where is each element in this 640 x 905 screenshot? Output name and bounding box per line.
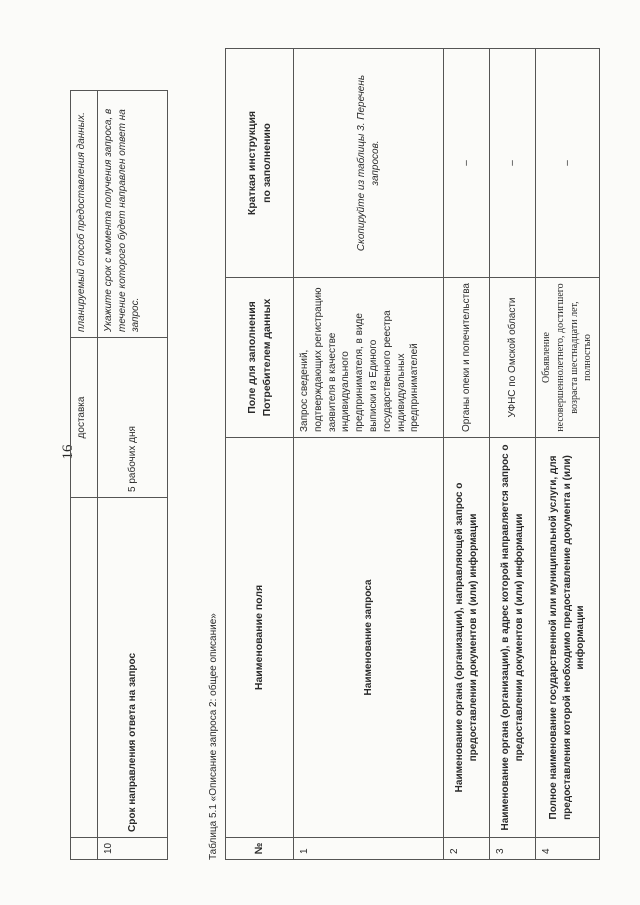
header-field-name: Наименование поля (226, 438, 294, 838)
request-description-table (225, 48, 600, 860)
header-consumer-line1: Поле для заполнения (246, 301, 259, 414)
table-row (536, 49, 600, 860)
row-number: 2 (444, 838, 490, 860)
field-value-cell: Запрос сведений, подтверждающих регистрацию заявителя в качестве индивидуального предпринимателя, в виде выписки из Единого государственного реестра индивидуальных предпринимателей (294, 278, 444, 438)
field-name-cell: Наименование запроса (294, 438, 444, 838)
instruction-cell: – (490, 49, 536, 278)
field-name-cell: Наименование органа (организации), в адрес которой направляется запрос о предоставлении документов и (или) информации (490, 438, 536, 838)
row-number: 4 (536, 838, 600, 860)
instruction-cell: Скопируйте из таблицы 3. Перечень запросов. (294, 49, 444, 278)
field-name-cell: Наименование органа (организации), направляющей запрос о предоставлении документов и (или) информации (444, 438, 490, 838)
delivery-method-cell: доставка (71, 338, 98, 498)
field-value-cell: Объявление несовершеннолетнего, достигшего возраста шестнадцати лет, полностью (536, 278, 600, 438)
request-continuation-table (70, 90, 168, 860)
header-consumer-line2: Потребителем данных (260, 298, 273, 417)
field-value-cell: Органы опеки и попечительства (444, 278, 490, 438)
table-row (98, 91, 168, 860)
table-cell (71, 838, 98, 860)
table-caption: Таблица 5.1 «Описание запроса 2: общее описание» (208, 613, 219, 860)
instruction-cell: – (536, 49, 600, 278)
field-value-cell: УФНС по Омской области (490, 278, 536, 438)
header-consumer-field (226, 278, 294, 438)
header-num: № (226, 838, 294, 860)
table-row (71, 91, 98, 860)
row-number: 1 (294, 838, 444, 860)
row-number: 3 (490, 838, 536, 860)
table-row (444, 49, 490, 860)
table-cell (71, 498, 98, 838)
header-instruction (226, 49, 294, 278)
response-deadline-value: 5 рабочих дня (98, 338, 168, 498)
instruction-cell: – (444, 49, 490, 278)
response-deadline-note: Укажите срок с момента получения запроса, в течение которого будет направлен ответ на запрос. (98, 91, 168, 338)
table-row (294, 49, 444, 860)
table-header-row (226, 49, 294, 860)
table-row (490, 49, 536, 860)
header-instruction-line1: Краткая инструкция (246, 110, 259, 216)
page-number: 16 (60, 444, 76, 460)
delivery-method-note: планируемый способ предоставления данных. (71, 91, 98, 338)
field-name-cell: Полное наименование государственной или муниципальной услуги, для предоставления которой необходимо предоставление документа и (или) информации (536, 438, 600, 838)
response-deadline-label: Срок направления ответа на запрос (98, 498, 168, 838)
row-number: 10 (98, 838, 168, 860)
header-instruction-line2: по заполнению (260, 123, 273, 203)
